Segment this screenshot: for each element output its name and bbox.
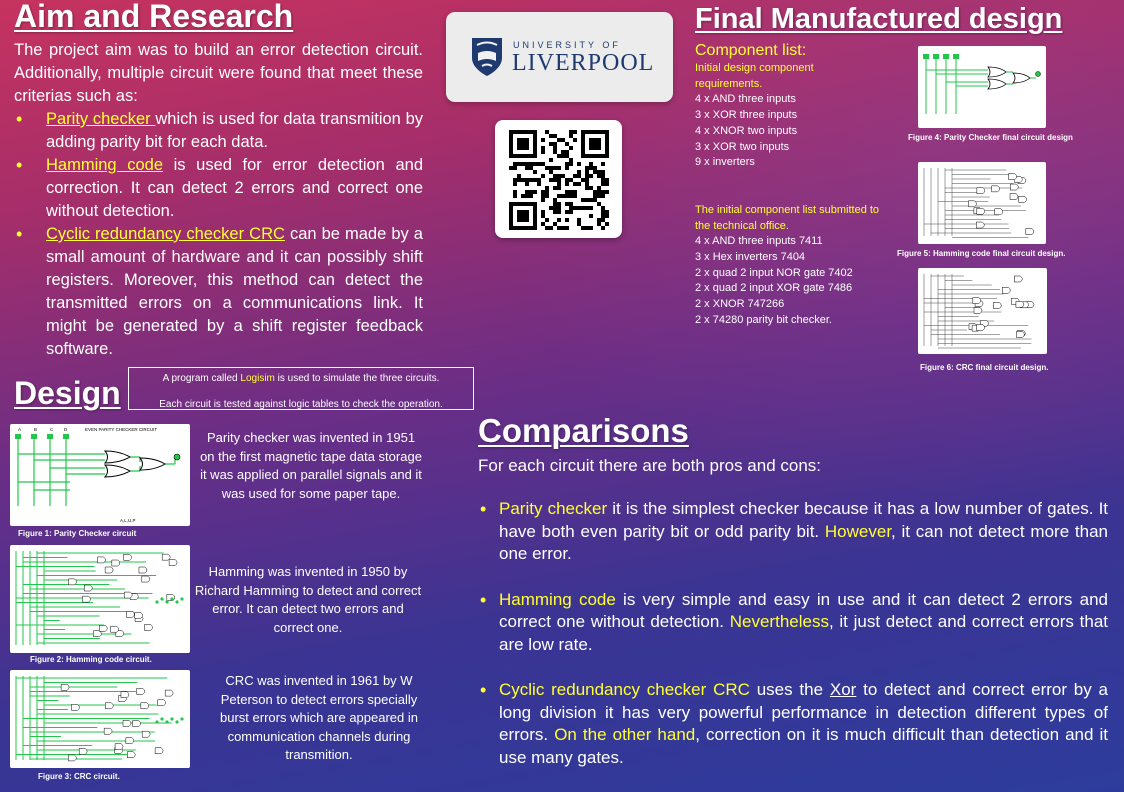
logisim-note-line2: Each circuit is tested against logic tables to check the operation.	[159, 399, 443, 410]
figure-3-crc-circuit	[10, 670, 190, 768]
logisim-note-line1: A program called Logisim is used to simulate the three circuits.	[162, 373, 440, 384]
comparisons-section	[478, 498, 1108, 769]
logisim-note	[128, 367, 474, 410]
parity-circuit-diagram	[10, 424, 190, 526]
initial-item: 4 x AND three inputs	[695, 93, 796, 106]
qr-code-image	[509, 130, 609, 230]
figure-4-parity-final	[918, 46, 1046, 128]
aim-heading: Aim and Research	[14, 0, 294, 34]
figure-2-hamming-circuit	[10, 545, 190, 653]
crc-final-diagram	[918, 268, 1047, 354]
crc-link[interactable]: Cyclic redundancy checker CRC	[46, 225, 285, 243]
initial-item: 3 x XOR three inputs	[695, 109, 798, 122]
initial-item: 9 x inverters	[695, 156, 755, 169]
crc-circuit-diagram	[10, 670, 190, 768]
comparison-item-hamming: • Hamming code is very simple and easy in use and it can detect 2 errors and correct one without detection. Nevertheless, it just detect and correct errors that are low rate.	[478, 589, 1108, 657]
final-design-heading: Final Manufactured design	[695, 3, 1063, 35]
initial-item: 4 x XNOR two inputs	[695, 124, 798, 137]
initial-requirements-label: Initial design component requirements.	[695, 62, 814, 90]
figure-2-caption: Figure 2: Hamming code circuit.	[30, 655, 152, 664]
comparison-item-crc: • Cyclic redundancy checker CRC uses the Xor to detect and correct error by a long division it has very powerful performance in detection different types of errors. On the other hand, correction on it is much difficult than detection and it use many gates.	[478, 679, 1108, 769]
figure-3-caption: Figure 3: CRC circuit.	[38, 772, 120, 781]
university-logo	[446, 12, 673, 102]
svg-text:EVEN PARITY CHECKER CIRCUIT: EVEN PARITY CHECKER CIRCUIT	[85, 427, 158, 432]
parity-checker-link[interactable]: Parity checker	[46, 110, 156, 128]
submitted-item: 2 x XNOR 747266	[695, 298, 785, 311]
comparisons-intro: For each circuit there are both pros and cons:	[478, 456, 822, 475]
qr-code[interactable]	[495, 120, 622, 238]
aim-item-crc: • Cyclic redundancy checker CRC can be made by a small amount of hardware and it can possibly shift registers. Moreover, this method can detect the transmitted errors on a communications link. It might be generated by a shift register feedback software.	[14, 223, 423, 361]
component-list-title: Component list:	[695, 42, 807, 59]
submitted-item: 4 x AND three inputs 7411	[695, 235, 823, 248]
parity-final-diagram	[918, 46, 1046, 128]
hamming-final-diagram	[918, 162, 1046, 244]
logo-university-of: UNIVERSITY OF	[513, 40, 621, 50]
aim-intro: The project aim was to build an error detection circuit. Additionally, multiple circuit were found that meet these criterias such as:	[14, 41, 423, 105]
logo-liverpool: LIVERPOOL	[512, 50, 655, 76]
submitted-item: 2 x quad 2 input XOR gate 7486	[695, 282, 853, 295]
submitted-item: 3 x Hex inverters 7404	[695, 251, 806, 264]
design-heading: Design	[14, 375, 121, 411]
parity-history-text: Parity checker was invented in 1951 on the first magnetic tape data storage it was applied on parallel signals and it was used for some paper tape.	[200, 430, 422, 501]
aim-item-hamming: • Hamming code is used for error detection and correction. It can detect 2 errors and correct one without detection.	[14, 154, 423, 223]
hamming-history-text: Hamming was invented in 1950 by Richard Hamming to detect and correct error. It can detect two errors and correct one.	[194, 564, 422, 635]
figure-4-caption: Figure 4: Parity Checker final circuit design	[908, 133, 1073, 142]
component-list	[695, 41, 885, 329]
hamming-code-link[interactable]: Hamming code	[46, 156, 163, 174]
aim-item-parity: • Parity checker which is used for data transmition by adding parity bit for each data.	[14, 108, 423, 154]
figure-1-caption: Figure 1: Parity Checker circuit	[18, 529, 137, 538]
comparisons-heading: Comparisons	[478, 412, 689, 449]
figure-6-crc-final	[918, 268, 1047, 354]
comparison-item-parity: • Parity checker it is the simplest checker because it has a low number of gates. It have both even parity bit or odd parity bit. However, it can not detect more than one error.	[478, 498, 1108, 566]
svg-text:A: A	[18, 427, 22, 432]
figure-5-caption: Figure 5: Hamming code final circuit design.	[897, 249, 1066, 258]
svg-text:C: C	[50, 427, 54, 432]
svg-text:D: D	[64, 427, 68, 432]
crc-history-text: CRC was invented in 1961 by W Peterson to detect errors specially burst errors which are appeared in communication channels during transmition.	[220, 673, 418, 762]
figure-1-parity-circuit	[10, 424, 190, 526]
submitted-list-label: The initial component list submitted to the technical office.	[695, 203, 880, 232]
hamming-circuit-diagram	[10, 545, 190, 653]
submitted-item: 2 x 74280 parity bit checker.	[695, 313, 832, 326]
submitted-item: 2 x quad 2 input NOR gate 7402	[695, 266, 853, 279]
figure-6-caption: Figure 6: CRC final circuit design.	[920, 363, 1049, 372]
aim-list	[14, 108, 423, 361]
initial-item: 3 x XOR two inputs	[695, 140, 790, 153]
svg-text:A,L,U,P: A,L,U,P	[120, 518, 136, 523]
svg-text:B: B	[34, 427, 38, 432]
crest-icon	[470, 36, 504, 78]
aim-section	[14, 39, 423, 361]
figure-5-hamming-final	[918, 162, 1046, 244]
